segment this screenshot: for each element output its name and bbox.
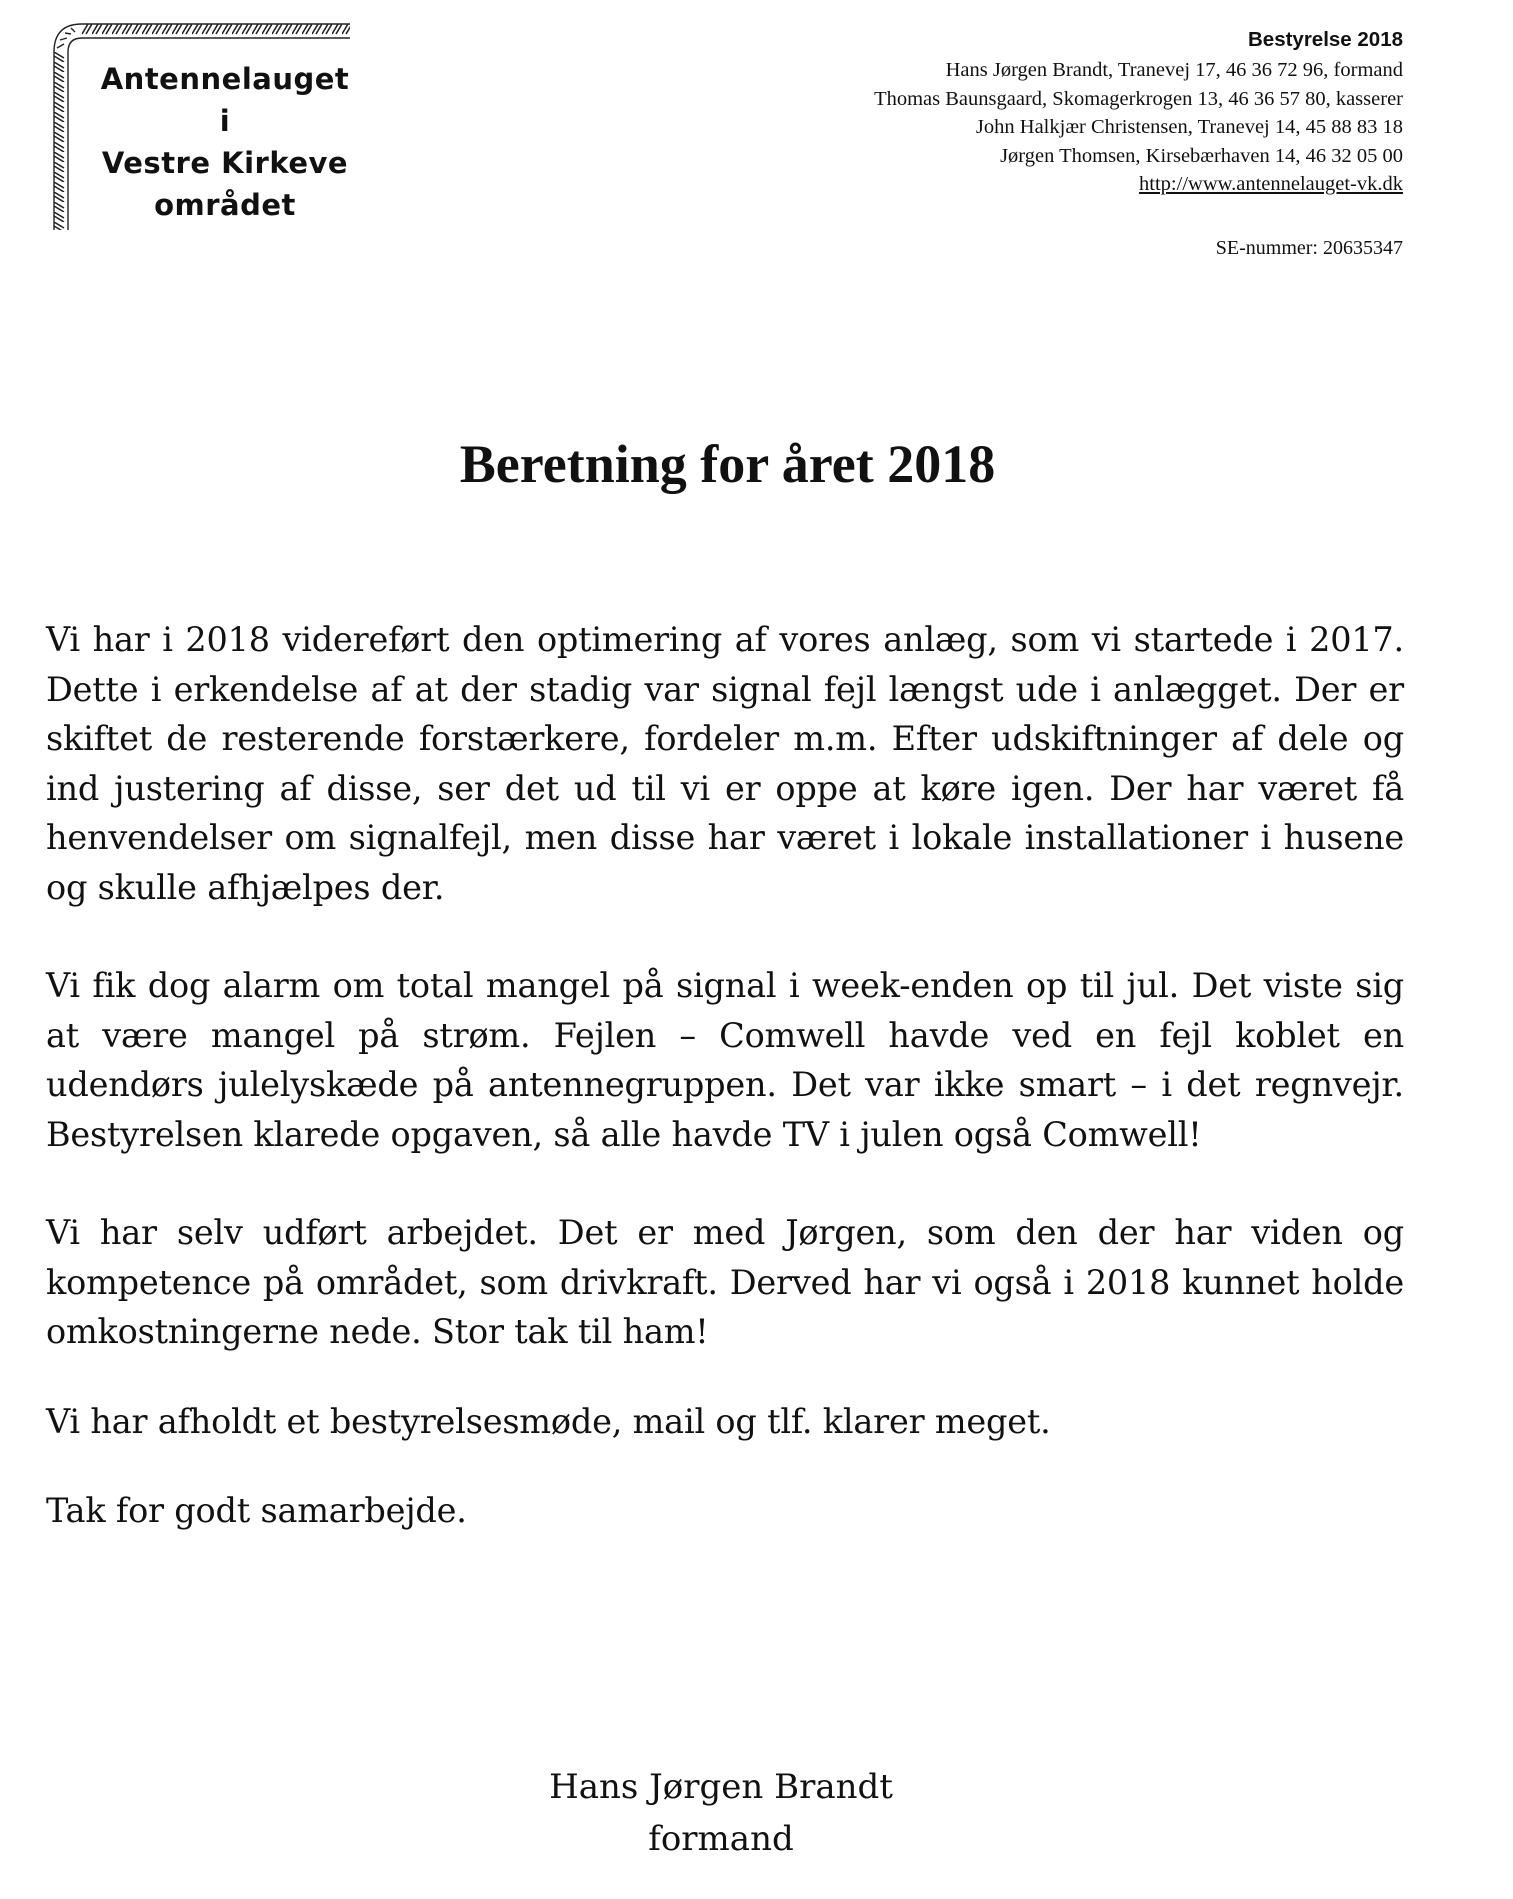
- signature-name: Hans Jørgen Brandt: [549, 1767, 893, 1807]
- report-body: [46, 615, 1404, 1536]
- logo-wordmark: [90, 58, 360, 226]
- logo-line-2: i: [219, 104, 231, 138]
- paragraph-1: Vi har i 2018 videreført den optimering af vores anlæg, som vi startede i 2017. Dette i erkendelse af at der stadig var signal fejl længst ude i anlægget. Der er skiftet de resterende forstærkere, fordeler m.m. Efter udskiftninger af dele og ind justering af disse, ser det ud til vi er oppe at køre igen. Der har været få henvendelser om signalfejl, men disse har været i lokale installationer i husene og skulle afhjælpes der.: [46, 620, 1404, 907]
- board-info: [623, 26, 1403, 199]
- paragraph-5: Tak for godt samarbejde.: [46, 1491, 467, 1530]
- board-member-treasurer: Thomas Baunsgaard, Skomagerkrogen 13, 46 36 57 80, kasserer: [874, 87, 1403, 110]
- board-member-3: John Halkjær Christensen, Tranevej 14, 45 88 83 18: [975, 116, 1403, 138]
- logo-line-3: Vestre Kirkeve: [101, 146, 349, 180]
- website-link[interactable]: http://www.antennelauget-vk.dk: [1139, 173, 1403, 195]
- report-title: Beretning for året 2018: [459, 434, 996, 494]
- association-logo: [52, 22, 352, 232]
- board-heading: Bestyrelse 2018: [1247, 28, 1403, 51]
- signature-block: [0, 1761, 1442, 1865]
- logo-line-1: Antennelauget: [100, 62, 350, 96]
- paragraph-4: Vi har afholdt et bestyrelsesmøde, mail og tlf. klarer meget.: [46, 1401, 1051, 1441]
- board-member-4: Jørgen Thomsen, Kirsebærhaven 14, 46 32 05 00: [1000, 144, 1403, 167]
- paragraph-2: Vi fik dog alarm om total mangel på signal i week-enden op til jul. Det viste sig at være mangel på strøm. Fejlen – Comwell havde ved en fejl koblet en udendørs julelyskæde på antennegruppen. Det var ikke smart – i det regnvejr. Bestyrelsen klarede opgaven, så alle havde TV i julen også Comwell!: [46, 966, 1404, 1154]
- board-member-chair: Hans Jørgen Brandt, Tranevej 17, 46 36 72 96, formand: [945, 59, 1403, 81]
- logo-line-4: området: [154, 188, 296, 222]
- se-number: SE-nummer: 20635347: [1215, 237, 1403, 259]
- paragraph-3: Vi har selv udført arbejdet. Det er med Jørgen, som den der har viden og kompetence på området, som drivkraft. Derved har vi også i 2018 kunnet holde omkostningerne nede. Stor tak til ham!: [46, 1213, 1404, 1351]
- signature-role: formand: [648, 1819, 794, 1859]
